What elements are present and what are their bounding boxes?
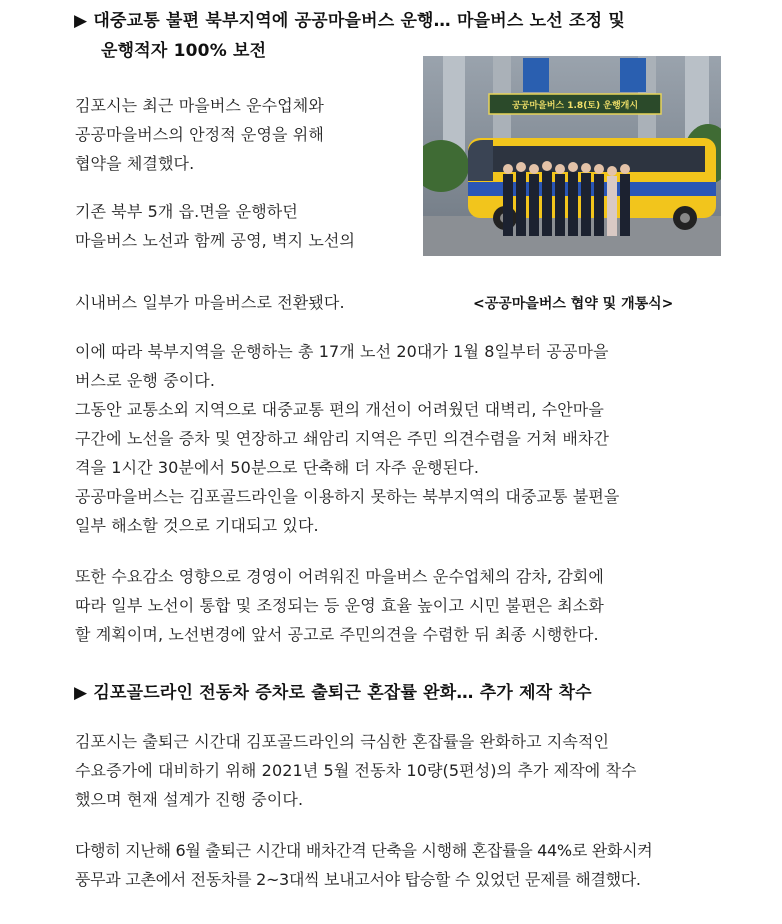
- ceremony-photo: [423, 56, 721, 256]
- section2-paragraph-1: 김포시는 출퇴근 시간대 김포골드라인의 극심한 혼잡률을 완화하고 지속적인 수요증가에 대비하기 위해 2021년 5월 전동차 10량(5편성)의 추가 제작에 착수 했으며 현재 설계가 진행 중이다.: [75, 732, 637, 809]
- section2-heading: ▶ 김포골드라인 전동차 증차로 출퇴근 혼잡률 완화… 추가 제작 착수: [74, 683, 592, 703]
- section1-heading-line2: 운행적자 100% 보전: [101, 41, 267, 61]
- section1-paragraph-2: 기존 북부 5개 읍.면을 운행하던 마을버스 노선과 함께 공영, 벽지 노선의: [75, 202, 356, 250]
- photo-caption: <공공마을버스 협약 및 개통식>: [473, 296, 674, 312]
- section1-paragraph-1: 김포시는 최근 마을버스 운수업체와 공공마을버스의 안정적 운영을 위해 협약을 체결했다.: [75, 96, 324, 173]
- section1-paragraph-3: 이에 따라 북부지역을 운행하는 총 17개 노선 20대가 1월 8일부터 공공마을 버스로 운행 중이다. 그동안 교통소외 지역으로 대중교통 편의 개선이 어려웠던 대벽리, 수안마을 구간에 노선을 증차 및 연장하고 쇄암리 지역은 주민 의견수렴을 거쳐 배차간 격을 1시간 30분에서 50분으로 단축해 더 자주 운행된다. 공공마을버스는 김포골드라인을 이용하지 못하는 북부지역의 대중교통 불편을 일부 해소할 것으로 기대되고 있다.: [75, 342, 620, 535]
- section1-heading-line1: ▶ 대중교통 불편 북부지역에 공공마을버스 운행… 마을버스 노선 조정 및: [74, 11, 625, 31]
- ceremony-photo-illustration: [423, 56, 721, 256]
- section1-paragraph-4: 또한 수요감소 영향으로 경영이 어려워진 마을버스 운수업체의 감차, 감회에 따라 일부 노선이 통합 및 조정되는 등 운영 효율 높이고 시민 불편은 최소화 할 계획이며, 노선변경에 앞서 공고로 주민의견을 수렴한 뒤 최종 시행한다.: [75, 567, 604, 644]
- photo-banner-text: 공공마을버스 1.8(토) 운행개시: [511, 101, 639, 111]
- section1-paragraph-2-last-line: 시내버스 일부가 마을버스로 전환됐다.: [75, 293, 345, 312]
- section2-paragraph-2: 다행히 지난해 6월 출퇴근 시간대 배차간격 단축을 시행해 혼잡률을 44%로 완화시켜 풍무과 고촌에서 전동차를 2~3대씩 보내고서야 탑승할 수 있었던 문제를 해결했다.: [75, 841, 653, 889]
